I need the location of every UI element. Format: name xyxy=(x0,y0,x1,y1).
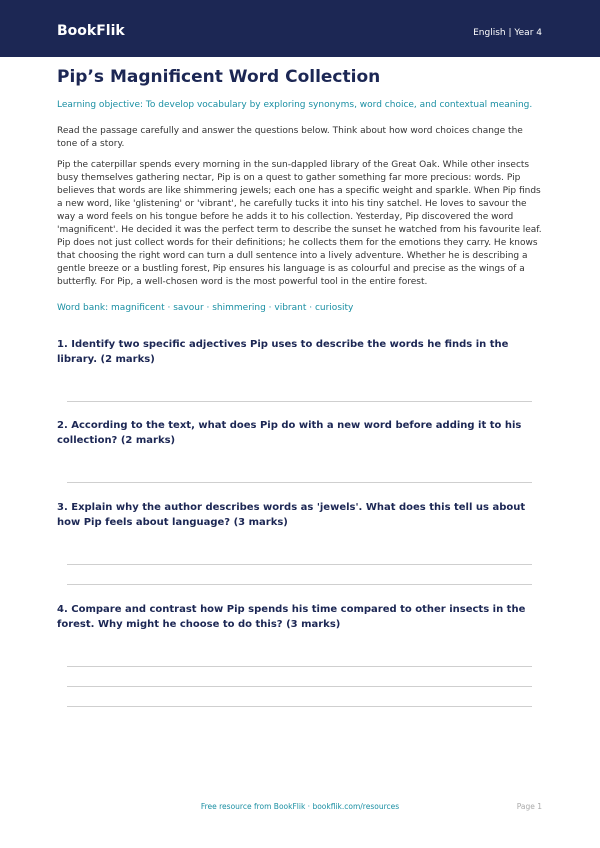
header-bar xyxy=(0,0,600,57)
reading-passage: Pip the caterpillar spends every morning in the sun-dappled library of the Great Oak. While other insects busy themselves gathering nectar, Pip is on a quest to gather something far more precious: words. Pip believes that words are like shimmering jewels; each one has a specific weight and sparkle. When Pip finds a new word, like 'glistening' or 'vibrant', he carefully tucks it into his tiny satchel. He loves to savour the way a word feels on his tongue before he adds it to his collection. Yesterday, Pip discovered the word 'magnificent'. He decided it was the perfect term to describe the sunset he watched from his favourite leaf. Pip does not just collect words for their definitions; he collects them for the emotions they carry. He knows that choosing the right word can turn a dull sentence into a lively adventure. Whether he is describing a gentle breeze or a bustling forest, Pip ensures his language is as colourful and precise as the wings of a butterfly. For Pip, a well-chosen word is the most powerful tool in the entire forest. xyxy=(57,160,542,287)
word-bank: Word bank: magnificent · savour · shimmering · vibrant · curiosity xyxy=(57,303,354,313)
instructions-text: Read the passage carefully and answer the questions below. Think about how word choices change the tone of a story. xyxy=(57,126,523,149)
answer-line-4a[interactable] xyxy=(67,666,532,667)
answer-line-3a[interactable] xyxy=(67,564,532,565)
answer-line-2[interactable] xyxy=(67,482,532,483)
question-2: 2. According to the text, what does Pip do with a new word before adding it to his collection? (2 marks) xyxy=(57,420,522,446)
answer-line-4b[interactable] xyxy=(67,686,532,687)
learning-objective: Learning objective: To develop vocabulary by exploring synonyms, word choice, and contextual meaning. xyxy=(57,100,533,110)
subject-label: English | Year 4 xyxy=(473,28,542,38)
brand-logo[interactable]: BookFlik xyxy=(57,23,125,39)
answer-line-3b[interactable] xyxy=(67,584,532,585)
page-number: Page 1 xyxy=(516,802,542,811)
question-3: 3. Explain why the author describes words as 'jewels'. What does this tell us about how Pip feels about language? (3 marks) xyxy=(57,502,526,528)
worksheet-content xyxy=(57,65,543,315)
question-4: 4. Compare and contrast how Pip spends his time compared to other insects in the forest. Why might he choose to do this? (3 marks) xyxy=(57,604,526,630)
page-title: Pip’s Magnificent Word Collection xyxy=(57,67,381,87)
question-1: 1. Identify two specific adjectives Pip uses to describe the words he finds in the library. (2 marks) xyxy=(57,339,509,365)
answer-line-4c[interactable] xyxy=(67,706,532,707)
footer-resource-link[interactable]: Free resource from BookFlik · bookflik.com/resources xyxy=(200,802,400,811)
answer-line-1[interactable] xyxy=(67,401,532,402)
